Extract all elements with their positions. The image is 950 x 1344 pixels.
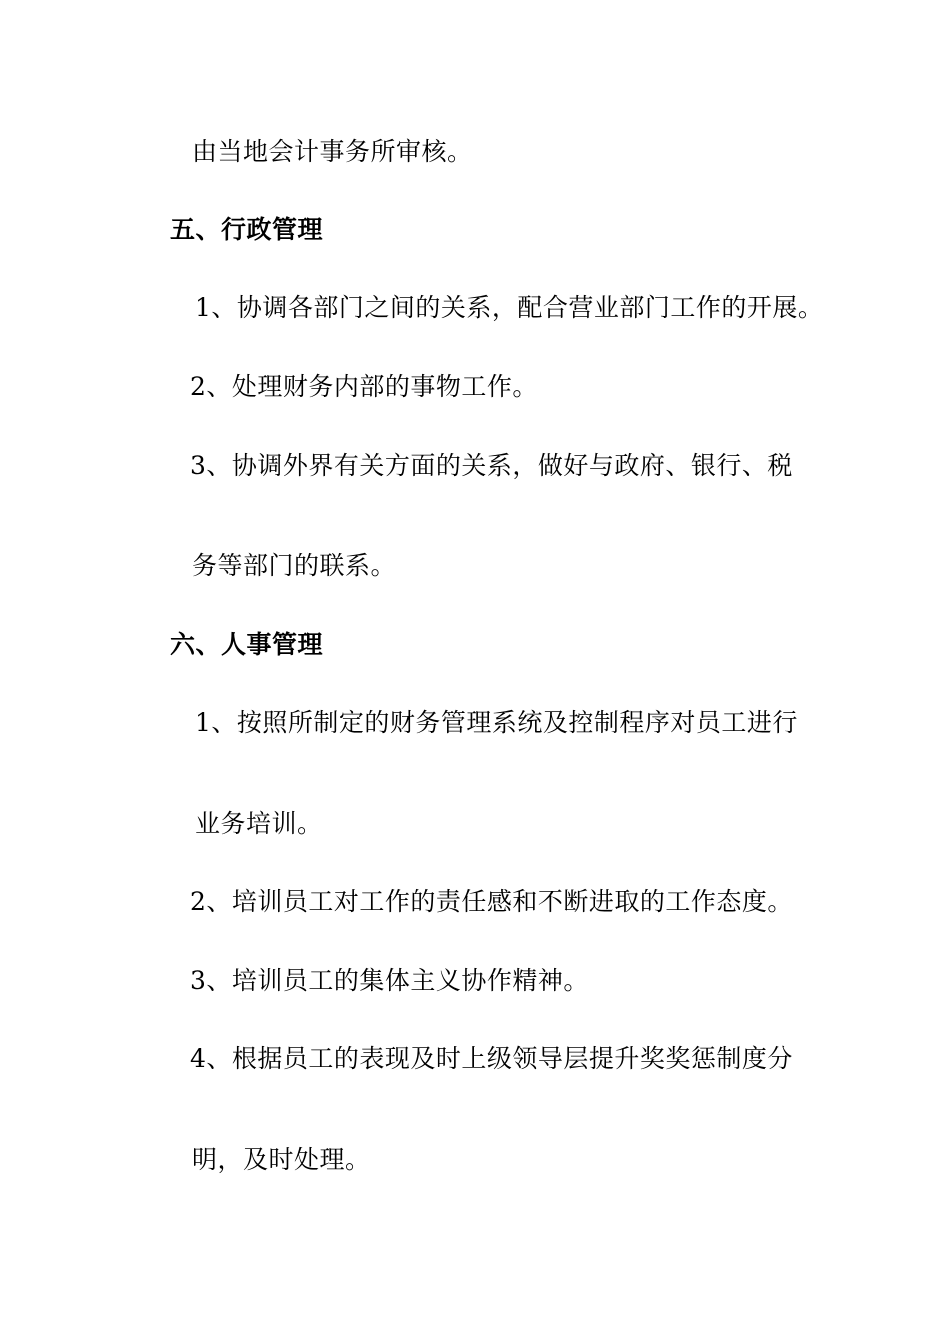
paragraph-line-audit: 由当地会计事务所审核。 (192, 137, 473, 166)
list-item-admin-2: 2、处理财务内部的事物工作。 (190, 372, 538, 401)
list-item-personnel-2: 2、培训员工对工作的责任感和不断进取的工作态度。 (190, 887, 793, 916)
list-item-admin-3-continued: 务等部门的联系。 (192, 551, 397, 580)
list-item-personnel-1: 1、按照所制定的财务管理系统及控制程序对员工进行 (195, 708, 798, 737)
list-item-personnel-3: 3、培训员工的集体主义协作精神。 (190, 966, 589, 995)
section-heading-personnel: 六、人事管理 (170, 630, 324, 659)
list-item-admin-3: 3、协调外界有关方面的关系，做好与政府、银行、税 (190, 451, 793, 480)
list-item-personnel-4-continued: 明，及时处理。 (192, 1145, 371, 1174)
list-item-personnel-4: 4、根据员工的表现及时上级领导层提升奖奖惩制度分 (190, 1044, 793, 1073)
section-heading-administration: 五、行政管理 (170, 215, 324, 244)
list-item-personnel-1-continued: 业务培训。 (195, 809, 323, 838)
list-item-admin-1: 1、协调各部门之间的关系，配合营业部门工作的开展。 (195, 293, 824, 322)
